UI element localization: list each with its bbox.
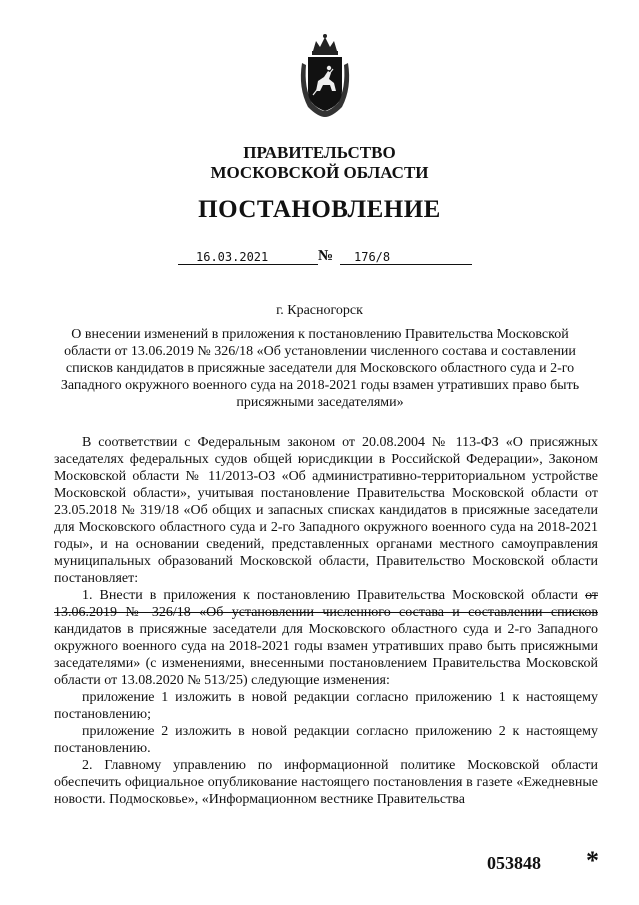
document-subject: О внесении изменений в приложения к постановлению Правительства Московской области от 13.06.2019 № 326/18 «Об установлении численного состава и составлении списков кандидатов в присяжные заседатели для Московского областного суда и 2-го Западного окружного военного суда на 2018-2021 годы взамен утративших право быть присяжными заседателями» [60,327,580,410]
struck-text: от 13.06.2019 № 326/18 «Об установлении численного состава и составлении списков [54,588,598,620]
paragraph-item-2: 2. Главному управлению по информационной политике Московской области обеспечить официальное опубликование настоящего постановления в газете «Ежедневные новости. Подмосковье», «Информационном вестнике Правительства [54,758,598,807]
number-sign: № [318,248,334,264]
asterisk-mark: * [586,846,599,875]
paragraph-item-1-end: кандидатов в присяжные заседатели для Московского областного суда и 2-го Западного окружного военного суда на 2018-2021 годы взамен утративших право быть присяжными заседателями» (с изменениями, внесенными постановлением Правительства Московской области от 13.08.2020 № 513/25) следующие изменения: [54,622,598,688]
paragraph-item-1-start: 1. Внести в приложения к постановлению Правительства Московской области [82,588,586,603]
paragraph-appendix-2: приложение 2 изложить в новой редакции согласно приложению 2 к настоящему постановлению. [54,724,598,756]
document-number: 176/8 [340,250,472,265]
government-name-line1: ПРАВИТЕЛЬСТВО [243,143,396,162]
government-name-line2: МОСКОВСКОЙ ОБЛАСТИ [210,163,429,182]
document-type-title: ПОСТАНОВЛЕНИЕ [198,196,441,223]
paragraph-item-1 [54,587,598,689]
document-date: 16.03.2021 [178,250,318,265]
serial-code: 053848 [487,853,541,873]
document-body [54,434,598,808]
paragraph-preamble: В соответствии с Федеральным законом от 20.08.2004 № 113-ФЗ «О присяжных заседателях федеральных судов общей юрисдикции в Российской Федерации», Законом Московской области № 11/2013-ОЗ «Об административно-территориальном устройстве Московской области», учитывая постановление Правительства Московской области от 23.05.2018 № 319/18 «Об общих и запасных списках кандидатов в присяжные заседатели для Московского областного суда и 2-го Западного окружного военного суда на 2018-2021 годы», и на основании сведений, представленных органами местного самоуправления муниципальных образований Московской области, Правительство Московской области постановляет: [54,435,598,586]
paragraph-appendix-1: приложение 1 изложить в новой редакции согласно приложению 1 к настоящему постановлению; [54,690,598,722]
coat-of-arms-icon [296,33,354,119]
city-line: г. Красногорск [276,303,363,318]
